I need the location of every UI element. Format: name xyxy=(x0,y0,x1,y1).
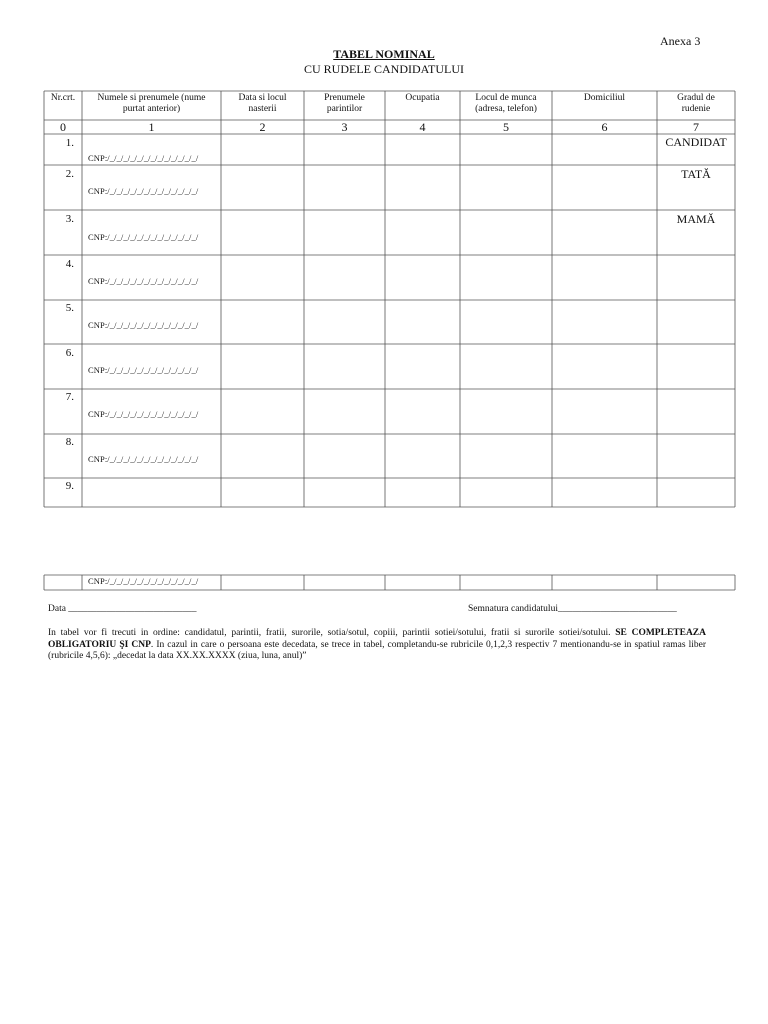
colnum-0: 0 xyxy=(60,120,66,134)
document-title: TABEL NOMINAL xyxy=(333,47,435,61)
cnp-field: CNP:/_/_/_/_/_/_/_/_/_/_/_/_/_/ xyxy=(88,276,199,286)
header-name: Numele si prenumele (nume purtat anterior) xyxy=(97,93,206,114)
signature-line: Semnatura candidatului_________________________ xyxy=(468,604,677,614)
kinship-degree: TATĂ xyxy=(681,167,711,181)
colnum-7: 7 xyxy=(693,120,699,134)
row-number: 4. xyxy=(65,258,74,270)
header-workplace: Locul de munca (adresa, telefon) xyxy=(475,93,537,114)
continuation-cnp-field: CNP:/_/_/_/_/_/_/_/_/_/_/_/_/_/ xyxy=(88,576,199,586)
cnp-field: CNP:/_/_/_/_/_/_/_/_/_/_/_/_/_/ xyxy=(88,454,199,464)
cnp-field: CNP:/_/_/_/_/_/_/_/_/_/_/_/_/_/ xyxy=(88,153,199,163)
header-address: Domiciliul xyxy=(583,93,626,103)
row-number: 9. xyxy=(65,480,74,492)
row-number: 1. xyxy=(65,137,74,149)
colnum-2: 2 xyxy=(259,120,266,134)
kinship-degree: MAMĂ xyxy=(676,212,716,226)
row-number: 6. xyxy=(65,347,74,359)
cnp-field: CNP:/_/_/_/_/_/_/_/_/_/_/_/_/_/ xyxy=(88,409,199,419)
note-text-1: In tabel vor fi trecuti in ordine: candidatul, parintii, fratii, surorile, sotia/sotul, copiii, parintii sotiei/sotului, fratii si surorile sotiei/sotului. xyxy=(48,628,616,638)
kinship-degree: CANDIDAT xyxy=(665,135,727,149)
header-nr: Nr.crt. xyxy=(50,93,76,103)
colnum-5: 5 xyxy=(503,120,509,134)
colnum-4: 4 xyxy=(419,120,426,134)
cnp-field: CNP:/_/_/_/_/_/_/_/_/_/_/_/_/_/ xyxy=(88,186,199,196)
row-number: 8. xyxy=(65,436,74,448)
note-bold: SE COMPLETEAZA OBLIGATORIU ŞI CNP xyxy=(48,628,707,650)
cnp-field: CNP:/_/_/_/_/_/_/_/_/_/_/_/_/_/ xyxy=(88,320,199,330)
cnp-field: CNP:/_/_/_/_/_/_/_/_/_/_/_/_/_/ xyxy=(88,365,199,375)
row-number: 5. xyxy=(65,302,74,314)
document-subtitle: CU RUDELE CANDIDATULUI xyxy=(304,62,464,76)
date-line: Data ___________________________ xyxy=(48,604,197,614)
annex-label: Anexa 3 xyxy=(660,34,701,48)
colnum-6: 6 xyxy=(601,120,608,134)
note-text-2: . In cazul in care o persoana este decedata, se trece in tabel, completandu-se rubricile 0,1,2,3 respectiv 7 mentionandu-se in spatiul ramas liber (rubricile 4,5,6): „decedat la data XX.XX.XXXX (ziua, luna, anul)” xyxy=(48,639,707,661)
row-number: 7. xyxy=(65,391,74,403)
header-parents: Prenumele parintilor xyxy=(324,93,365,114)
instructions-note xyxy=(48,628,706,663)
row-number: 3. xyxy=(65,213,74,225)
header-kinship: Gradul de rudenie xyxy=(677,93,715,114)
row-number: 2. xyxy=(65,168,74,180)
colnum-3: 3 xyxy=(341,120,348,134)
cnp-field: CNP:/_/_/_/_/_/_/_/_/_/_/_/_/_/ xyxy=(88,232,199,242)
colnum-1: 1 xyxy=(148,120,155,134)
header-occupation: Ocupatia xyxy=(405,93,440,103)
header-birth: Data si locul nasterii xyxy=(238,93,287,114)
